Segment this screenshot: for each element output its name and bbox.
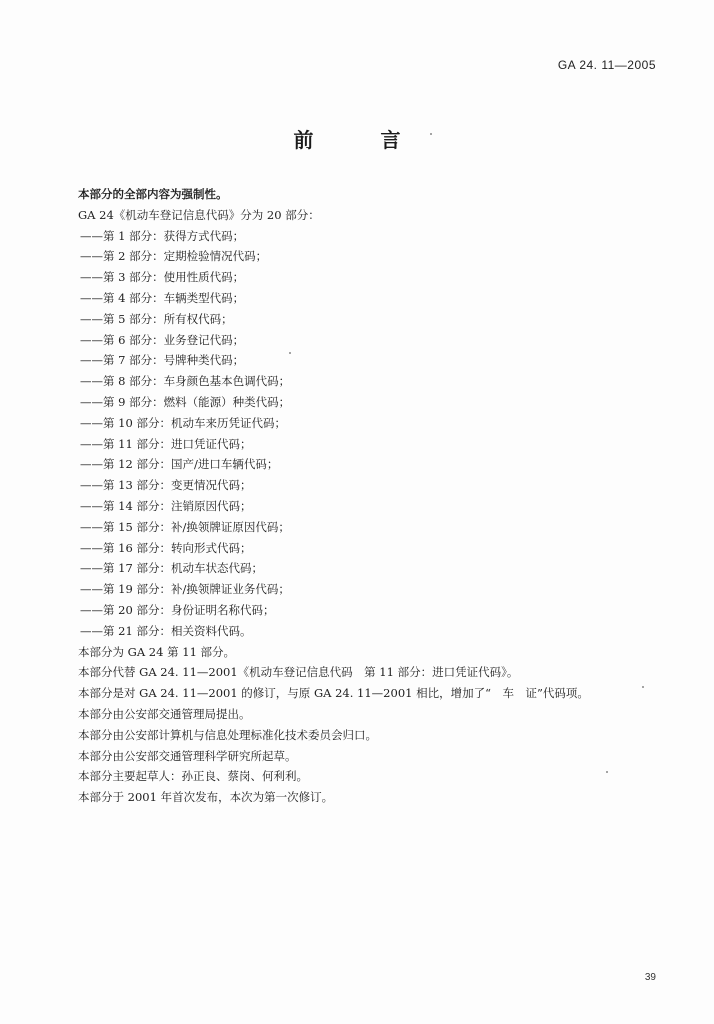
list-item: ——第 2 部分：定期检验情况代码；: [80, 249, 268, 264]
list-item: ——第 5 部分：所有权代码；: [80, 311, 233, 326]
list-item: ——第 11 部分：进口凭证代码；: [80, 436, 252, 451]
list-item: ——第 13 部分：变更情况代码；: [80, 478, 252, 493]
list-item: ——第 9 部分：燃料（能源）种类代码；: [80, 394, 291, 409]
paragraph: 本部分由公安部交通管理局提出。: [78, 706, 251, 721]
list-item: ——第 1 部分：获得方式代码；: [80, 228, 245, 243]
list-item: ——第 3 部分：使用性质代码；: [80, 270, 245, 285]
paragraph: 本部分是对 GA 24. 11—2001 的修订，与原 GA 24. 11—2001 相比，增加了“ 车 证”代码项。: [78, 686, 589, 701]
paragraph: 本部分由公安部计算机与信息处理标准化技术委员会归口。: [78, 727, 377, 742]
list-item: ——第 21 部分：相关资料代码。: [80, 623, 252, 638]
list-item: ——第 15 部分：补/换领牌证原因代码；: [80, 519, 290, 534]
list-item: ——第 6 部分：业务登记代码；: [80, 332, 245, 347]
paragraph: 本部分主要起草人：孙正良、蔡岗、何利利。: [78, 769, 308, 784]
paragraph: 本部分于 2001 年首次发布，本次为第一次修订。: [78, 790, 334, 805]
paragraph: 本部分的全部内容为强制性。: [78, 187, 228, 201]
list-item: ——第 10 部分：机动车来历凭证代码；: [80, 415, 286, 430]
list-item: ——第 12 部分：国产/进口车辆代码；: [80, 457, 279, 472]
page-number: 39: [644, 972, 656, 983]
list-item: ——第 19 部分：补/换领牌证业务代码；: [80, 582, 290, 597]
paragraph: GA 24《机动车登记信息代码》分为 20 部分：: [78, 207, 320, 222]
scan-speck: [430, 133, 432, 135]
paragraph: 本部分为 GA 24 第 11 部分。: [78, 644, 236, 659]
list-item: ——第 4 部分：车辆类型代码；: [80, 290, 245, 305]
list-item: ——第 20 部分：身份证明名称代码；: [80, 602, 275, 617]
standard-code: GA 24. 11—2005: [557, 58, 656, 72]
list-item: ——第 14 部分：注销原因代码；: [80, 498, 252, 513]
scan-speck: [642, 686, 644, 688]
paragraph: 本部分代替 GA 24. 11—2001《机动车登记信息代码 第 11 部分：进口凭证代码》。: [78, 665, 519, 680]
list-item: ——第 7 部分：号牌种类代码；: [80, 353, 245, 368]
list-item: ——第 17 部分：机动车状态代码；: [80, 561, 263, 576]
scan-speck: [606, 771, 608, 773]
list-item: ——第 16 部分：转向形式代码；: [80, 540, 252, 555]
scan-speck: [289, 352, 291, 354]
foreword-body: [78, 184, 678, 808]
page-title: 前 言: [293, 128, 431, 152]
list-item: ——第 8 部分：车身颜色基本色调代码；: [80, 374, 291, 389]
paragraph: 本部分由公安部交通管理科学研究所起草。: [78, 748, 297, 763]
